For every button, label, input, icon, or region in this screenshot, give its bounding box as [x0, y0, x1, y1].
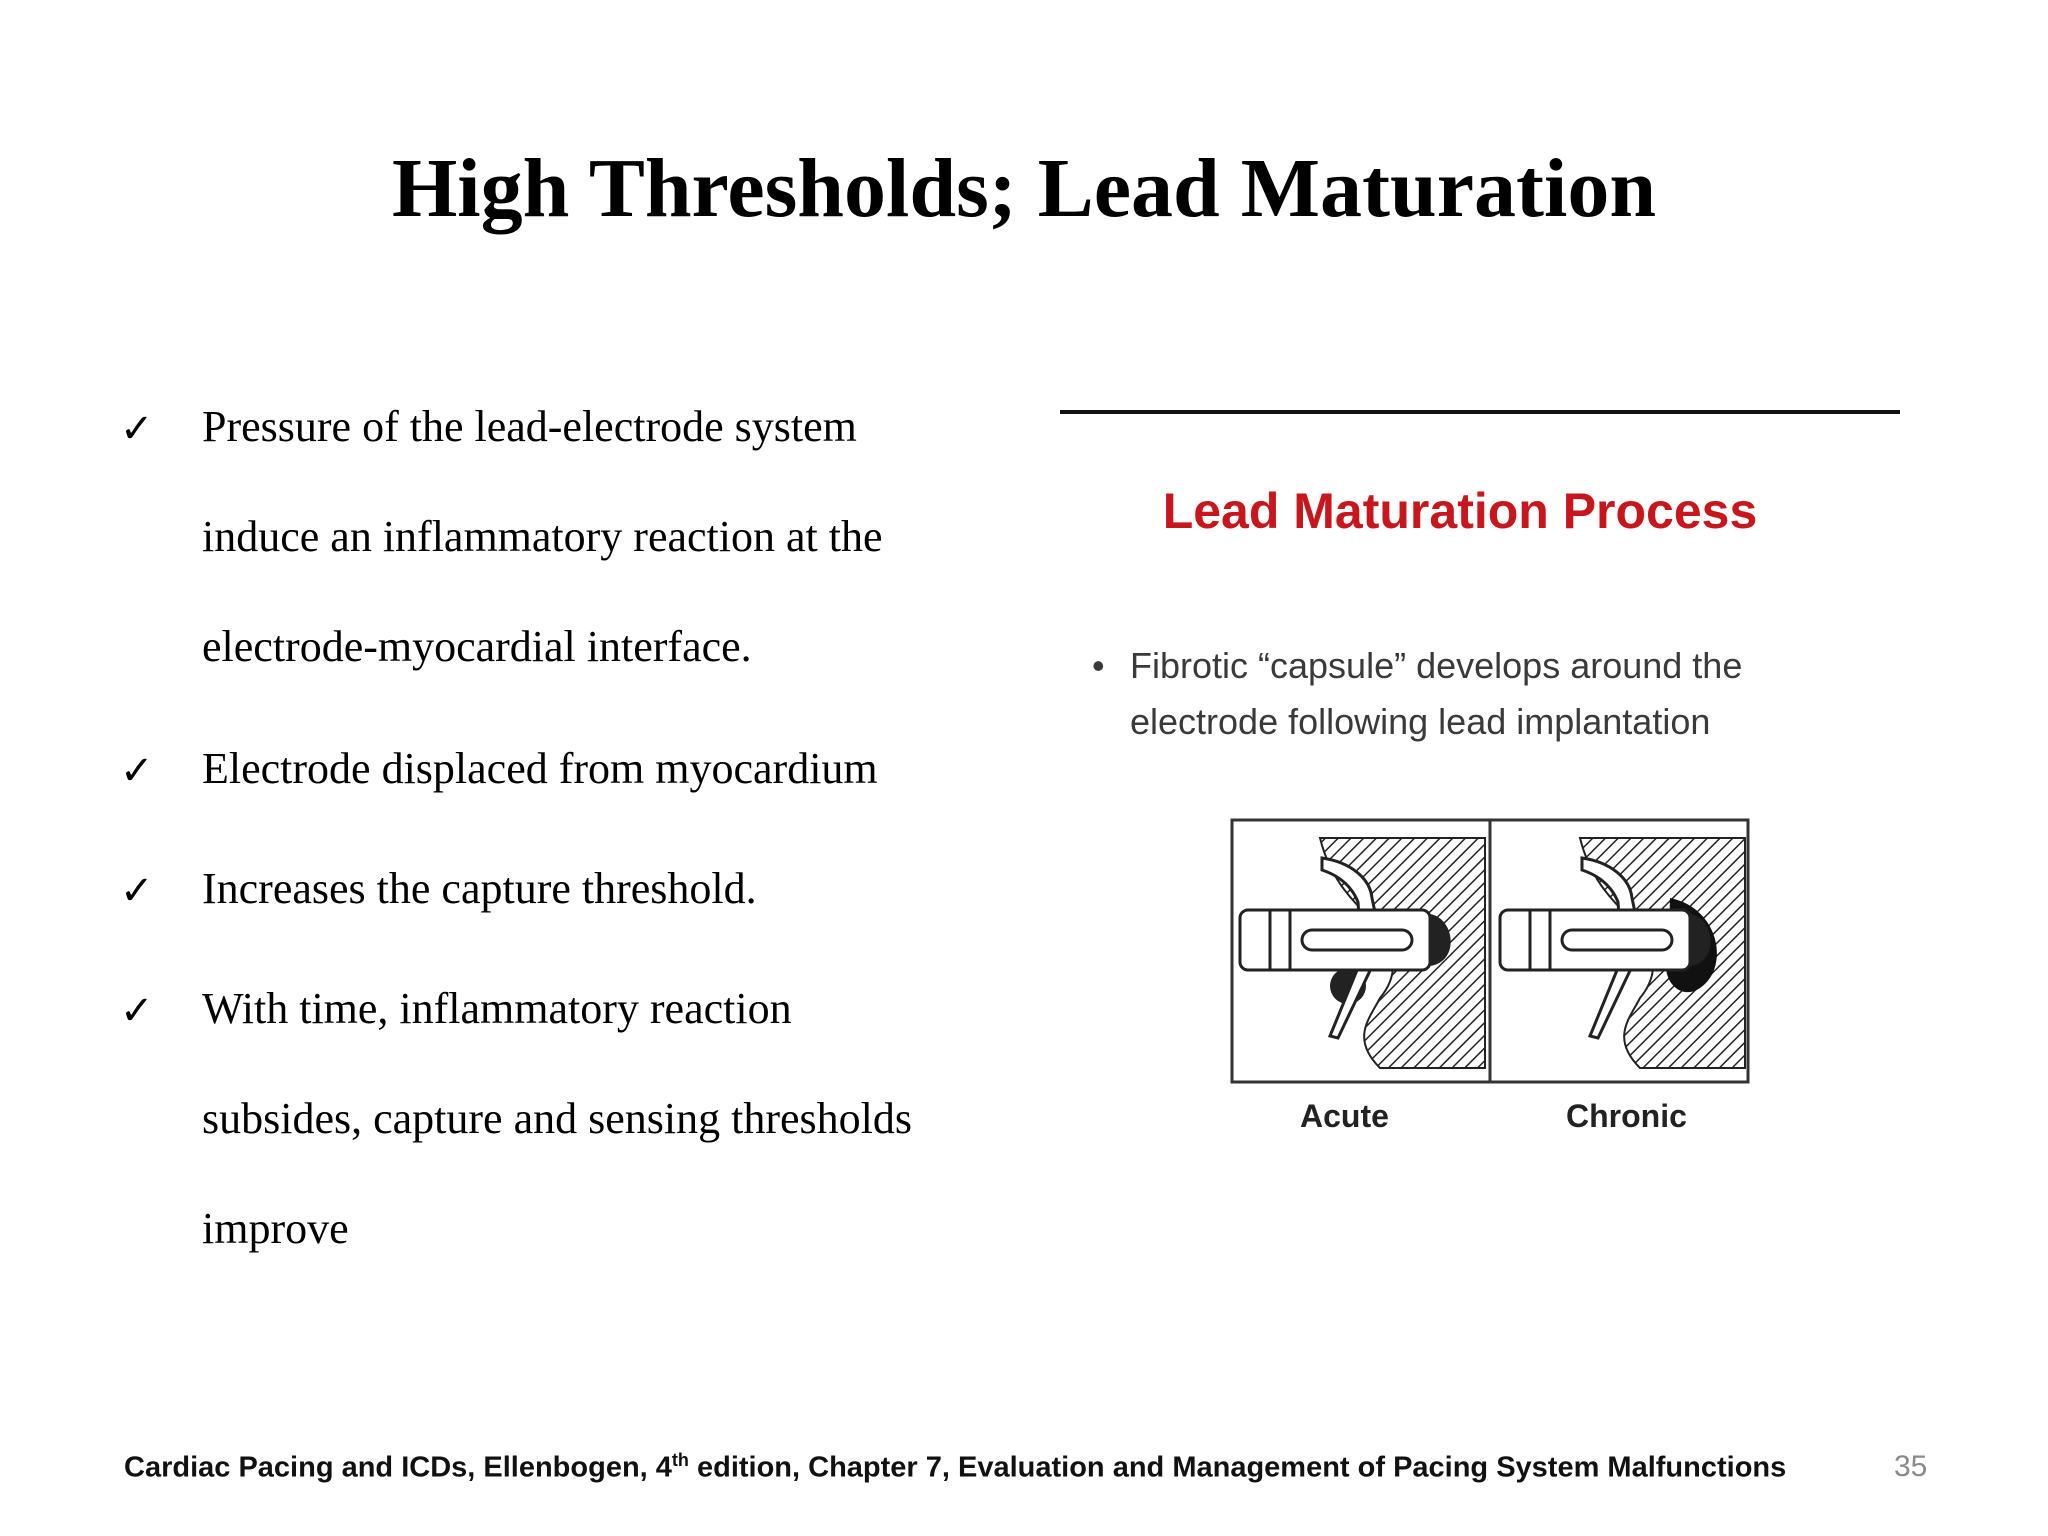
- figure-bullet-line: electrode following lead implantation: [1130, 701, 1711, 742]
- chronic-label: Chronic: [1566, 1098, 1687, 1134]
- electrode-diagram: [1230, 818, 1750, 1086]
- figure-top-rule: [1060, 410, 1900, 414]
- bullet-line: subsides, capture and sensing thresholds: [202, 1094, 912, 1143]
- bullet-line: With time, inflammatory reaction: [202, 984, 792, 1033]
- figure-title: Lead Maturation Process: [1162, 483, 1758, 539]
- bullet-line: Pressure of the lead-electrode system: [202, 402, 857, 451]
- citation-footer: [124, 1450, 1786, 1485]
- bullet-line: induce an inflammatory reaction at the: [202, 512, 883, 561]
- acute-electrode-slot: [1302, 930, 1412, 950]
- slide-title: High Thresholds; Lead Maturation: [391, 142, 1657, 235]
- citation-superscript: th: [671, 1450, 689, 1470]
- bullet-line: Electrode displaced from myocardium: [202, 744, 878, 793]
- lead-maturation-figure: [1060, 430, 1900, 1150]
- checkmark-icon: ✓: [120, 868, 154, 914]
- citation-text: Cardiac Pacing and ICDs, Ellenbogen, 4: [124, 1451, 672, 1484]
- citation-text: edition, Chapter 7, Evaluation and Management of Pacing System Malfunctions: [688, 1451, 1787, 1484]
- chronic-electrode-slot: [1562, 930, 1672, 950]
- checkmark-icon: ✓: [120, 748, 154, 794]
- bullet-line: electrode-myocardial interface.: [202, 622, 752, 671]
- page-number: 35: [1894, 1450, 1928, 1483]
- bullet-line: Increases the capture threshold.: [202, 864, 757, 913]
- bullet-dot-icon: •: [1092, 645, 1105, 686]
- figure-bullet-line: Fibrotic “capsule” develops around the: [1130, 645, 1743, 686]
- acute-label: Acute: [1300, 1098, 1389, 1134]
- bullet-line: improve: [202, 1204, 349, 1253]
- figure-bullet: [1092, 638, 1830, 750]
- checkmark-icon: ✓: [120, 406, 154, 452]
- checkmark-icon: ✓: [120, 988, 154, 1034]
